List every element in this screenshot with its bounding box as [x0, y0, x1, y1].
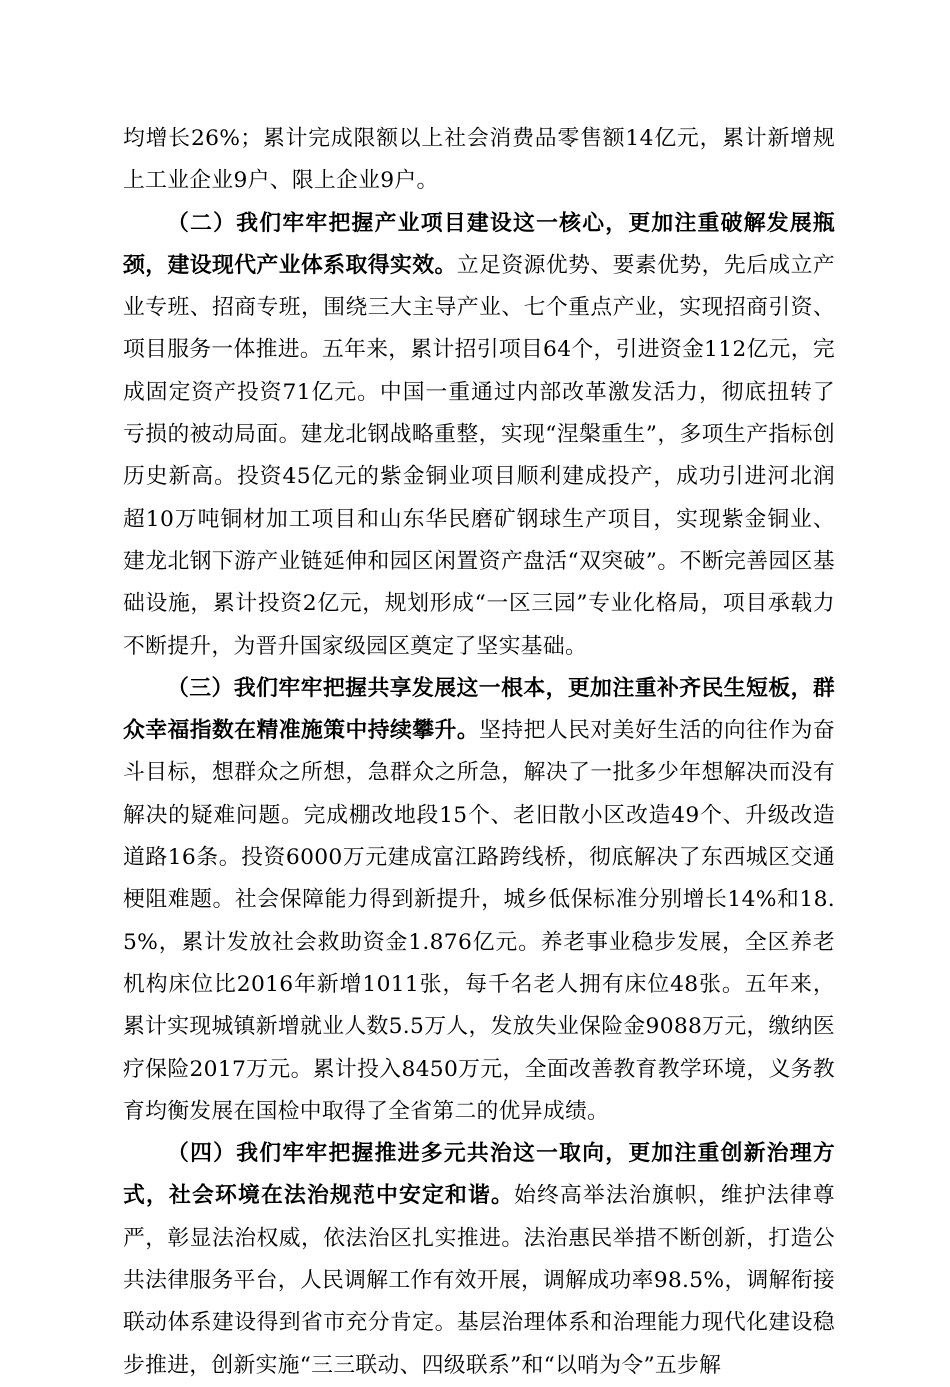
document-body [123, 118, 835, 1387]
paragraph-text: 坚持把人民对美好生活的向往作为奋斗目标，想群众之所想，急群众之所急，解决了一批多少年想解决而没有解决的疑难问题。完成棚改地段15个、老旧散小区改造49个、升级改造道路16条。投资6000万元建成富江路跨线桥，彻底解决了东西城区交通梗阻难题。社会保障能力得到新提升，城乡低保标准分别增长14%和18.5%，累计发放社会救助资金1.876亿元。养老事业稳步发展，全区养老机构床位比2016年新增1011张，每千名老人拥有床位48张。五年来，累计实现城镇新增就业人数5.5万人，发放失业保险金9088万元，缴纳医疗保险2017万元。累计投入8450万元，全面改善教育教学环境，义务教育均衡发展在国检中取得了全省第二的优异成绩。 [123, 718, 835, 1124]
paragraph-text: 立足资源优势、要素优势，先后成立产业专班、招商专班，围绕三大主导产业、七个重点产业，实现招商引资、项目服务一体推进。五年来，累计招引项目64个，引进资金112亿元，完成固定资产投资71亿元。中国一重通过内部改革激发活力，彻底扭转了亏损的被动局面。建龙北钢战略重整，实现“涅槃重生”，多项生产指标创历史新高。投资45亿元的紫金铜业项目顺利建成投产，成功引进河北润超10万吨铜材加工项目和山东华民磨矿钢球生产项目，实现紫金铜业、建龙北钢下游产业链延伸和园区闲置资产盘活“双突破”。不断完善园区基础设施，累计投资2亿元，规划形成“一区三园”专业化格局，项目承载力不断提升，为晋升国家级园区奠定了坚实基础。 [123, 252, 835, 659]
paragraph-shared-development [123, 668, 835, 1133]
paragraph-governance [123, 1133, 835, 1387]
paragraph-text: 始终高举法治旗帜，维护法律尊严，彰显法治权威，依法治区扎实推进。法治惠民举措不断创新，打造公共法律服务平台，人民调解工作有效开展，调解成功率98.5%，调解衔接联动体系建设得到省市充分肯定。基层治理体系和治理能力现代化建设稳步推进，创新实施“三三联动、四级联系”和“以哨为令”五步解 [123, 1183, 836, 1378]
paragraph-heading: （四）我们牢牢把握推进多元共治这一取向，更加注重创新治理方式，社会环境在法治规范中安定和谐。 [123, 1141, 835, 1209]
paragraph-industry-projects [123, 203, 835, 668]
paragraph-heading: （二）我们牢牢把握产业项目建设这一核心，更加注重破解发展瓶颈，建设现代产业体系取得实效。 [123, 210, 835, 278]
paragraph-continuation [123, 118, 835, 203]
paragraph-text: 均增长26%；累计完成限额以上社会消费品零售额14亿元，累计新增规上工业企业9户、限上企业9户。 [123, 126, 835, 194]
paragraph-heading: （三）我们牢牢把握共享发展这一根本，更加注重补齐民生短板，群众幸福指数在精准施策中持续攀升。 [123, 675, 835, 744]
